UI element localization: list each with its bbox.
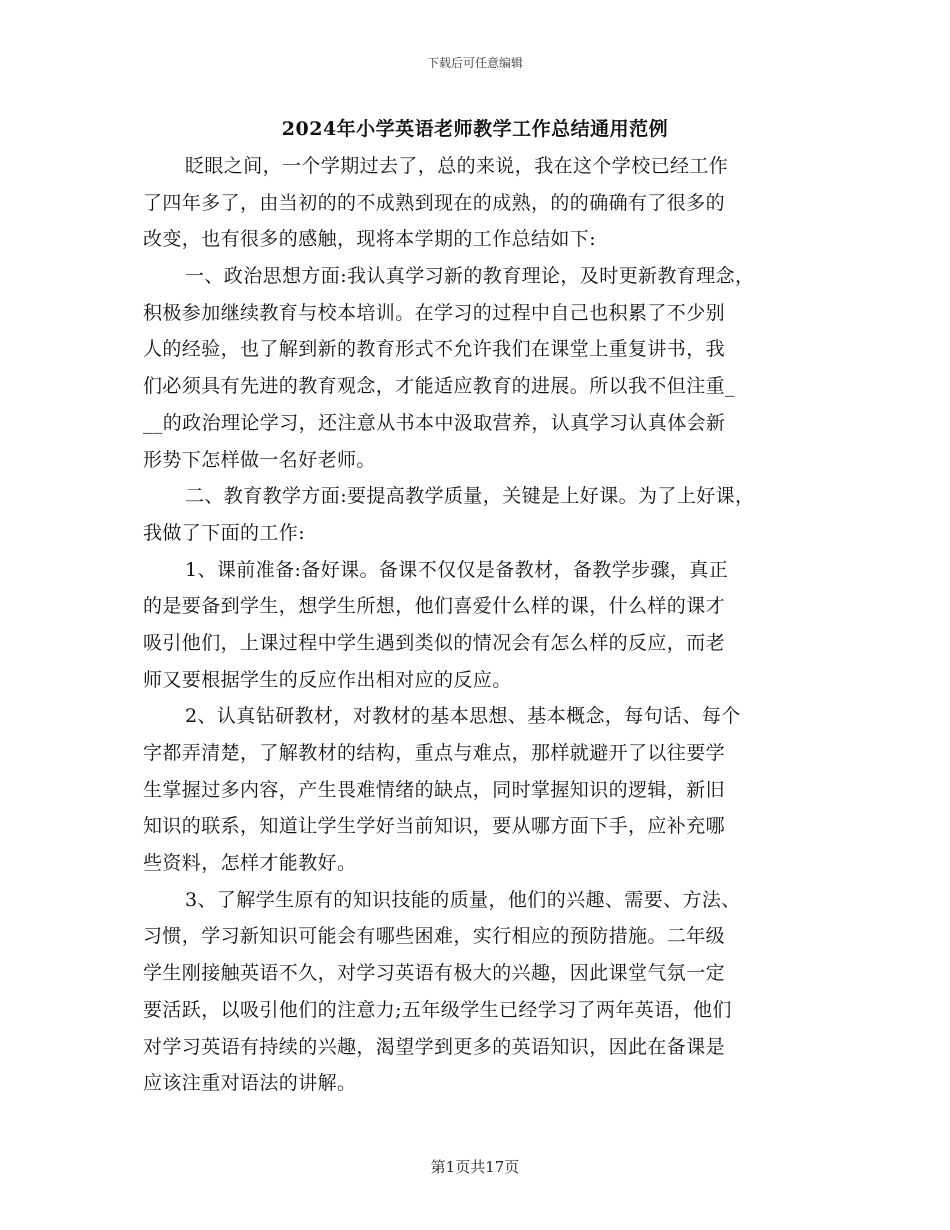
body-line: 了四年多了，由当初的的不成熟到现在的成熟，的的确确有了很多的 (143, 191, 726, 214)
body-line: 人的经验，也了解到新的教育形式不允许我们在课堂上重复讲书，我 (143, 338, 726, 361)
body-line: 对学习英语有持续的兴趣，渴望学到更多的英语知识，因此在备课是 (143, 1035, 726, 1058)
body-line: 师又要根据学生的反应作出相对应的反应。 (143, 668, 512, 691)
body-line: 要活跃，以吸引他们的注意力;五年级学生已经学习了两年英语，他们 (143, 998, 732, 1021)
body-line: 的是要备到学生，想学生所想，他们喜爱什么样的课，什么样的课才 (143, 595, 726, 618)
body-line: 一、政治思想方面:我认真学习新的教育理论，及时更新教育理念， (185, 265, 755, 288)
header-note: 下载后可任意编辑 (426, 56, 523, 70)
body-line: 应该注重对语法的讲解。 (143, 1072, 357, 1095)
body-line: 我做了下面的工作: (143, 521, 306, 544)
body-line: 1、课前准备:备好课。备课不仅仅是备教材，备教学步骤，真正 (185, 558, 729, 581)
body-line: 生掌握过多内容，产生畏难情绪的缺点，同时掌握知识的逻辑，新旧 (143, 778, 726, 801)
body-line: 吸引他们，上课过程中学生遇到类似的情况会有怎么样的反应，而老 (143, 631, 726, 654)
body-line: 字都弄清楚，了解教材的结构，重点与难点，那样就避开了以往要学 (143, 742, 726, 764)
body-line: 改变，也有很多的感触，现将本学期的工作总结如下: (143, 228, 597, 251)
document-title: 2024年小学英语老师教学工作总结通用范例 (281, 118, 669, 140)
body-line: 3、了解学生原有的知识技能的质量，他们的兴趣、需要、方法、 (185, 888, 741, 911)
page-footer: 第1页共17页 (430, 1158, 520, 1176)
document-body (143, 148, 823, 1102)
body-line: 眨眼之间，一个学期过去了，总的来说，我在这个学校已经工作 (185, 155, 729, 177)
body-line: 习惯，学习新知识可能会有哪些困难，实行相应的预防措施。二年级 (143, 925, 726, 948)
body-line: 知识的联系，知道让学生学好当前知识，要从哪方面下手，应补充哪 (143, 815, 726, 838)
body-line: __的政治理论学习，还注意从书本中汲取营养，认真学习认真体会新 (143, 411, 726, 434)
body-line: 形势下怎样做一名好老师。 (143, 448, 376, 471)
body-line: 些资料，怎样才能教好。 (143, 852, 357, 875)
body-line: 们必须具有先进的教育观念，才能适应教育的进展。所以我不但注重_ (143, 375, 735, 398)
body-line: 二、教育教学方面:要提高教学质量，关键是上好课。为了上好课， (185, 485, 755, 508)
body-line: 学生刚接触英语不久，对学习英语有极大的兴趣，因此课堂气氛一定 (143, 962, 726, 985)
body-line: 2、认真钻研教材，对教材的基本思想、基本概念，每句话、每个 (185, 705, 741, 728)
body-line: 积极参加继续教育与校本培训。在学习的过程中自己也积累了不少别 (143, 301, 726, 324)
